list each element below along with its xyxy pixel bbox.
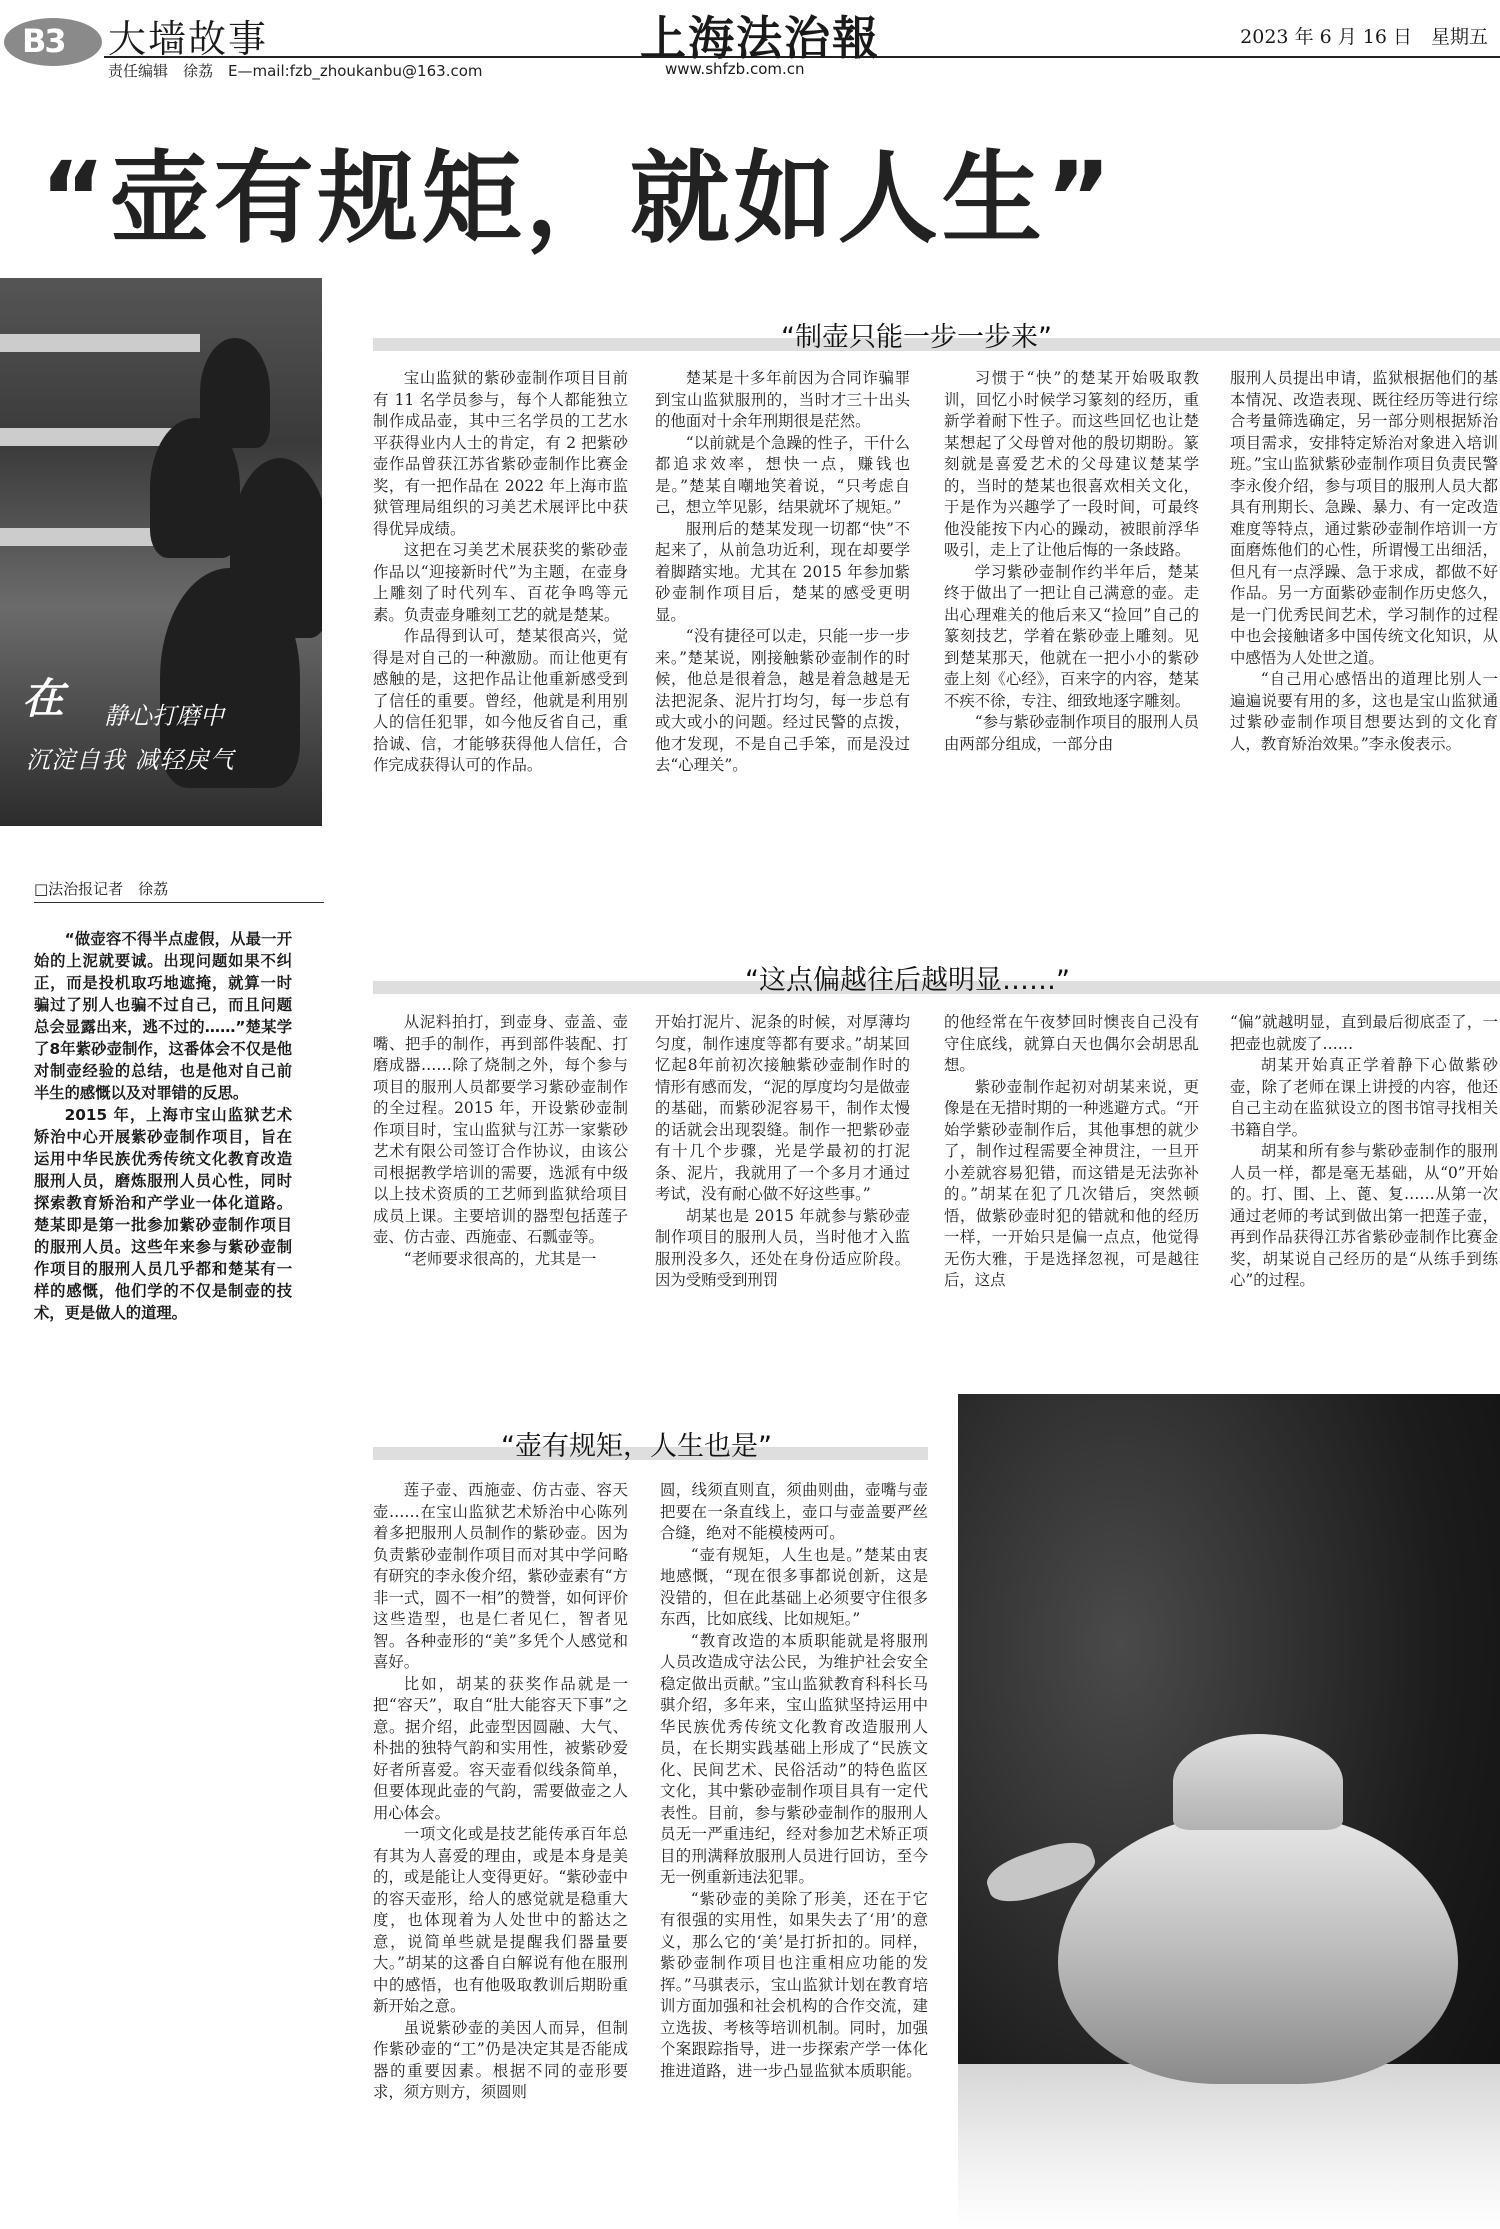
paragraph: 服刑后的楚某发现一切都“快”不起来了，从前急功近利，现在却要学着脚踏实地。尤其在 2015 年参加紫砂壶制作项目后，楚某的感受更明显。 <box>655 519 910 624</box>
paragraph: 胡某也是 2015 年就参与紫砂壶制作项目的服刑人员，当时他才入监服刑没多久，还处在身份适应阶段。因为受贿受到刑罚 <box>655 1206 910 1289</box>
section1-column-2 <box>655 368 910 888</box>
paragraph: 学习紫砂壶制作约半年后，楚某终于做出了一把让自己满意的壶。走出心理难关的他后来又“捡回”自己的篆刻技艺，学着在紫砂壶上雕刻。见到楚某那天，他就在一把小小的紫砂壶上刻《心经》，百来字的内容，楚某不疾不徐，专注、细致地逐字雕刻。 <box>944 562 1199 710</box>
paragraph: 习惯于“快”的楚某开始吸取教训，回忆小时候学习篆刻的经历，重新学着耐下性子。而这些回忆也让楚某想起了父母曾对他的殷切期盼。篆刻就是喜爱艺术的父母建议楚某学的，当时的楚某也很喜欢相关文化，于是作为兴趣学了一段时间，可最终他没能按下内心的躁动，被眼前浮华吸引，走上了让他后悔的一条歧路。 <box>944 369 1199 559</box>
lede-paragraph: “做壶容不得半点虚假，从最一开始的上泥就要诚。出现问题如果不纠正，而是投机取巧地遮掩，就算一时骗过了别人也骗不过自己，而且问题总会显露出来，逃不过的……”楚某学了8年紫砂壶制作，这番体会不仅是他对制壶经验的总结，也是他对自己前半生的感慨以及对罪错的反思。 <box>34 930 292 1102</box>
paragraph: 宝山监狱的紫砂壶制作项目目前有 11 名学员参与，每个人都能独立制作成品壶，其中三名学员的工艺水平获得业内人士的肯定，有 2 把紫砂壶作品曾获江苏省紫砂壶制作比赛金奖，有一把作品在 2022 年上海市监狱管理局组织的习美艺术展评比中获得优异成绩。 <box>373 369 628 538</box>
page-headline: “壶有规矩，就如人生” <box>40 140 1116 257</box>
paragraph: 圆，线须直则直，须曲则曲，壶嘴与壶把要在一条直线上，壶口与壶盖要严丝合缝，绝对不能模棱两可。 <box>660 1481 928 1542</box>
paragraph: 楚某是十多年前因为合同诈骗罪到宝山监狱服刑的，当时才三十出头的他面对十余年刑期很是茫然。 <box>655 369 910 430</box>
paragraph: “老师要求很高的，尤其是一 <box>403 1249 597 1268</box>
photo-caption-line2: 沉淀自我 减轻戾气 <box>26 746 235 774</box>
section-name: 大墙故事 <box>108 17 269 61</box>
paragraph: 服刑人员提出申请，监狱根据他们的基本情况、改造表现、既往经历等进行综合考量筛选确定，另一部分则根据矫治项目需求，安排特定矫治对象进入培训班。”宝山监狱紫砂壶制作项目负责民警李永俊介绍，参与项目的服刑人员大都具有刑期长、急躁、暴力、有一定改造难度等特点，通过紫砂壶制作培训一方面磨炼他们的心性，所谓慢工出细活，但凡有一点浮躁、急于求成，都做不好作品。另一方面紫砂壶制作历史悠久，是一门优秀民间艺术，学习制作的过程中也会接触诸多中国传统文化知识，从中感悟为人处世之道。 <box>1230 369 1498 667</box>
section2-column-4 <box>1230 1012 1498 1342</box>
photo-tabletop <box>958 2064 1500 2229</box>
paragraph: “自己用心感悟出的道理比别人一遍遍说要有用的多，这也是宝山监狱通过紫砂壶制作项目想要达到的文化育人，教育矫治效果。”李永俊表示。 <box>1230 670 1498 753</box>
byline: □法治报记者 徐荔 <box>34 880 169 898</box>
paragraph: “教育改造的本质职能就是将服刑人员改造成守法公民，为维护社会安全稳定做出贡献。”宝山监狱教育科科长马骐介绍，多年来，宝山监狱坚持运用中华民族优秀传统文化教育改造服刑人员，在长期实践基础上形成了“民族文化、民间艺术、民俗活动”的特色监区文化，其中紫砂壶制作项目具有一定代表性。目前，参与紫砂壶制作的服刑人员无一严重违纪，经对参加艺术矫正项目的刑满释放服刑人员进行回访，至今无一例重新违法犯罪。 <box>660 1631 928 1886</box>
photo-desk <box>0 334 200 352</box>
lede <box>34 928 292 1324</box>
page-number-badge <box>4 18 102 66</box>
paragraph: 紫砂壶制作起初对胡某来说，更像是在无措时期的一种逃避方式。“开始学紫砂壶制作后，其他事想的就少了，制作过程需要全神贯注，一旦开小差就容易犯错，而这错是无法弥补的。”胡某在犯了几次错后，突然顿悟，做紫砂壶时犯的错就和他的经历一样，一开始只是偏一点点，他觉得无伤大雅，于是选择忽视，可是越往后，这点 <box>944 1077 1199 1289</box>
section2-column-1 <box>373 1012 628 1342</box>
photo-caption-line1: 静心打磨中 <box>104 702 224 730</box>
paragraph: 这把在习美艺术展获奖的紫砂壶作品以“迎接新时代”为主题，在壶身上雕刻了时代列车、百花争鸣等元素。负责壶身雕刻工艺的就是楚某。 <box>373 541 628 624</box>
paragraph: “壶有规矩，人生也是。”楚某由衷地感慨，“现在很多事都说创新，这是没错的，但在此基础上必须要守住很多东西，比如底线、比如规矩。” <box>660 1545 928 1628</box>
page-number: B3 <box>22 22 65 60</box>
newspaper-url: www.shfzb.com.cn <box>665 60 805 78</box>
paragraph: 开始打泥片、泥条的时候，对厚薄均匀度，制作速度等都有要求。”胡某回忆起8年前初次接触紫砂壶制作时的情形有感而发，“泥的厚度均匀是做壶的基础，而紫砂泥容易干，制作太慢的话就会出现裂缝。制作一把紫砂壶有十几个步骤，光是学最初的打泥条、泥片，我就用了一个多月才通过考试，没有耐心做不好这些事。” <box>655 1013 910 1203</box>
lede-paragraph: 2015 年，上海市宝山监狱艺术矫治中心开展紫砂壶制作项目，旨在运用中华民族优秀传统文化教育改造服刑人员，磨炼服刑人员心性，同时探索教育矫治和产学业一体化道路。楚某即是第一批参加紫砂壶制作项目的服刑人员。这些年来参与紫砂壶制作项目的服刑人员几乎都和楚某有一样的感慨，他们学的不仅是制壶的技术，更是做人的道理。 <box>34 1106 292 1322</box>
section2-column-2 <box>655 1012 910 1342</box>
section1-subhead <box>373 322 1500 353</box>
paragraph: 从泥料拍打，到壶身、壶盖、壶嘴、把手的制作，再到部件装配、打磨成器……除了烧制之外，每个参与项目的服刑人员都要学习紫砂壶制作的全过程。2015 年，开设紫砂壶制作项目时，宝山监狱与江苏一家紫砂艺术有限公司签订合作协议，由该公司根据教学培训的需要，选派有中级以上技术资质的工艺师到监狱给项目成员上课。主要培训的器型包括莲子壶、仿古壶、西施壶、石瓢壶等。 <box>373 1013 628 1246</box>
paragraph: “紫砂壶的美除了形美，还在于它有很强的实用性，如果失去了‘用’的意义，那么它的‘美’是打折扣的。同样，紫砂壶制作项目也注重相应功能的发挥。”马骐表示，宝山监狱计划在教育培训方面加强和社会机构的合作交流，建立选拔、考核等培训机制。同时，加强个案跟踪指导，进一步探索产学一体化推进道路，进一步凸显监狱本质职能。 <box>660 1889 928 2080</box>
paragraph: “以前就是个急躁的性子，干什么都追求效率，想快一点，赚钱也是。”楚某自嘲地笑着说，“只考虑自己，想立竿见影，结果就坏了规矩。” <box>655 433 910 516</box>
paragraph: 的他经常在午夜梦回时懊丧自己没有守住底线，就算白天也偶尔会胡思乱想。 <box>944 1013 1199 1074</box>
section3-title: “壶有规矩，人生也是” <box>501 1431 772 1462</box>
paragraph: 作品得到认可，楚某很高兴，觉得是对自己的一种激励。而让他更有感触的是，这把作品让他重新感受到了信任的重要。曾经，他就是利用别人的信任犯罪，如今他反省自己，重拾诚、信，才能够获得他人信任，合作完成获得认可的作品。 <box>373 627 628 774</box>
photo-caption-big: 在 <box>22 674 65 723</box>
photo-figure <box>150 418 240 558</box>
section3-subhead <box>373 1431 928 1462</box>
workshop-photo <box>0 278 322 826</box>
paragraph: 虽说紫砂壶的美因人而异，但制作紫砂壶的“工”仍是决定其是否能成器的重要因素。根据不同的壶形要求，须方则方，须圆则 <box>373 2018 628 2101</box>
newspaper-logo: 上海法治報 <box>640 11 880 65</box>
paragraph: 胡某开始真正学着静下心做紫砂壶，除了老师在课上讲授的内容，他还自己主动在监狱设立的图书馆寻找相关书籍自学。 <box>1230 1056 1498 1139</box>
masthead <box>0 0 1500 85</box>
editors-line: 责任编辑 徐荔 E—mail:fzb_zhoukanbu@163.com <box>108 62 483 80</box>
paragraph: 比如，胡某的获奖作品就是一把“容天”，取自“肚大能容天下事”之意。据介绍，此壶型因圆融、大气、朴拙的独特气韵和实用性，被紫砂爱好者所喜爱。容天壶看似线条简单，但要体现此壶的气韵，需要做壶之人用心体会。 <box>373 1674 628 1822</box>
section1-column-4 <box>1230 368 1498 888</box>
section1-title: “制壶只能一步一步来” <box>781 322 1052 353</box>
teapot-lid <box>1173 1734 1343 1830</box>
section2-title: “这点偏越往后越明显……” <box>745 965 1070 996</box>
paragraph: “参与紫砂壶制作项目的服刑人员由两部分组成，一部分由 <box>944 713 1199 753</box>
paragraph: “偏”就越明显，直到最后彻底歪了，一把壶也就废了…… <box>1230 1013 1498 1053</box>
section1-column-1 <box>373 368 628 888</box>
paragraph: 胡某和所有参与紫砂壶制作的服刑人员一样，都是毫无基础，从“0”开始的。打、围、上、蓖、复……从第一次通过老师的考试到做出第一把莲子壶，再到作品获得江苏省紫砂壶制作比赛金奖，胡某说自己经历的是“从练手到练心”的过程。 <box>1230 1142 1498 1289</box>
teapot-photo <box>958 1394 1500 2229</box>
section1-column-3 <box>944 368 1199 888</box>
paragraph: 莲子壶、西施壶、仿古壶、容天壶……在宝山监狱艺术矫治中心陈列着多把服刑人员制作的紫砂壶。因为负责紫砂壶制作项目而对其中学问略有研究的李永俊介绍，紫砂壶素有“方非一式，圆不一相”的赞誉，如何评价这些造型，也是仁者见仁，智者见智。各种壶形的“美”多凭个人感觉和喜好。 <box>373 1481 628 1671</box>
paragraph: 一项文化或是技艺能传承百年总有其为人喜爱的理由，或是本身是美的，或是能让人变得更好。“紫砂壶中的容天壶形，给人的感觉就是稳重大度，也体现着为人处世中的豁达之意，说简单些就是提醒我们器量要大。”胡某的这番自白解说有他在服刑中的感悟，也有他吸取教训后期盼重新开始之意。 <box>373 1825 628 2015</box>
section3-column-2 <box>660 1480 928 2220</box>
section2-column-3 <box>944 1012 1199 1342</box>
teapot-body <box>1058 1814 1458 2084</box>
section2-subhead <box>373 965 1500 996</box>
paragraph: “没有捷径可以走，只能一步一步来。”楚某说，刚接触紫砂壶制作的时候，他总是很着急，越是着急越是无法把泥条、泥片打均匀，每一步总有或大或小的问题。经过民警的点拨，他才发现，不是自己手笨，而是没过去“心理关”。 <box>655 627 910 774</box>
byline-rule <box>34 902 324 903</box>
issue-date: 2023 年 6 月 16 日 星期五 <box>1240 26 1488 48</box>
section3-column-1 <box>373 1480 628 2220</box>
